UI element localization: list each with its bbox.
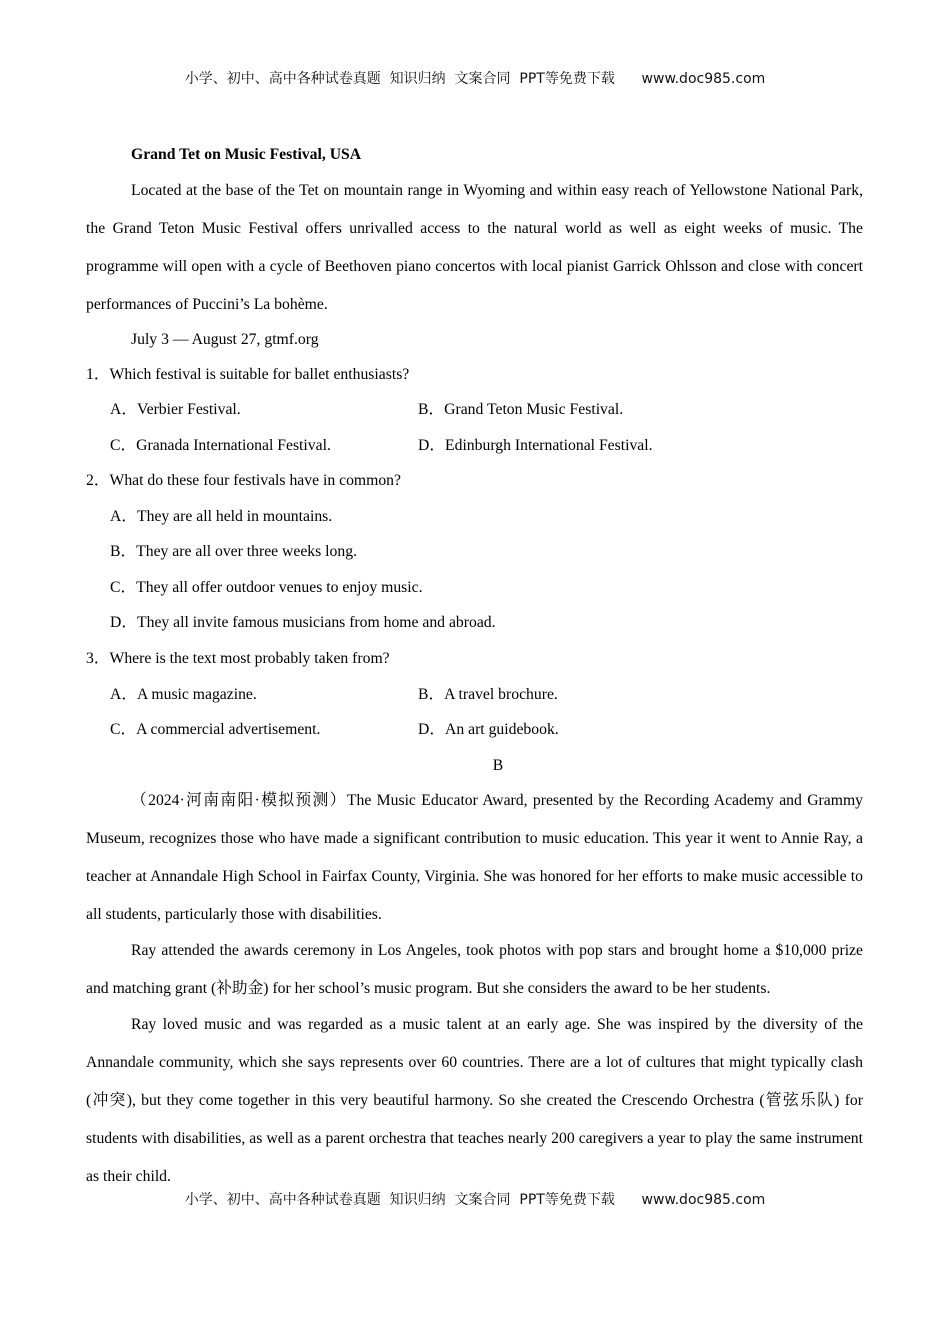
question-2-stem: 2．What do these four festivals have in common?	[86, 472, 401, 489]
page-footer: 小学、初中、高中各种试卷真题 知识归纳 文案合同 PPT等免费下载 www.doc985.com	[184, 1192, 766, 1208]
section-b-paragraph-1: （2024·河南南阳·模拟预测）The Music Educator Award, presented by the Recording Academy and Grammy Museum, recognizes those who have made a significant contribution to music education. This year it went to Annie Ray, a teacher at Annandale High School in Fairfax County, Virginia. She was honored for her efforts to make music accessible to all students, particularly those with disabilities.	[86, 792, 863, 923]
festival-dates: July 3 — August 27, gtmf.org	[131, 331, 319, 348]
passage-title: Grand Tet on Music Festival, USA	[131, 146, 362, 163]
question-1-option-b[interactable]: B．Grand Teton Music Festival.	[418, 401, 624, 418]
question-3-option-b[interactable]: B．A travel brochure.	[418, 686, 558, 703]
question-2-option-c[interactable]: C．They all offer outdoor venues to enjoy music.	[110, 579, 423, 596]
section-b-label: B	[492, 757, 504, 774]
question-1-option-d[interactable]: D．Edinburgh International Festival.	[418, 437, 653, 454]
question-2-option-d[interactable]: D．They all invite famous musicians from home and abroad.	[110, 614, 496, 631]
question-3-option-d[interactable]: D．An art guidebook.	[418, 721, 559, 738]
question-3-stem: 3．Where is the text most probably taken from?	[86, 650, 390, 667]
page-header: 小学、初中、高中各种试卷真题 知识归纳 文案合同 PPT等免费下载 www.doc985.com	[184, 71, 766, 87]
question-3-option-c[interactable]: C．A commercial advertisement.	[110, 721, 321, 738]
passage-paragraph: Located at the base of the Tet on mountain range in Wyoming and within easy reach of Yellowstone National Park, the Grand Teton Music Festival offers unrivalled access to the natural world as well as eight weeks of music. The programme will open with a cycle of Beethoven piano concertos with local pianist Garrick Ohlsson and close with concert performances of Puccini’s La bohème.	[86, 182, 863, 313]
question-1-stem: 1．Which festival is suitable for ballet enthusiasts?	[86, 366, 410, 383]
question-2-option-b[interactable]: B．They are all over three weeks long.	[110, 543, 357, 560]
section-b-paragraph-2: Ray attended the awards ceremony in Los Angeles, took photos with pop stars and brought home a $10,000 prize and matching grant (补助金) for her school’s music program. But she considers the award to be her students.	[86, 942, 863, 997]
question-2-option-a[interactable]: A．They are all held in mountains.	[110, 508, 333, 525]
section-b-paragraph-3: Ray loved music and was regarded as a music talent at an early age. She was inspired by the diversity of the Annandale community, which she says represents over 60 countries. There are a lot of cultures that might typically clash (冲突), but they come together in this very beautiful harmony. So she created the Crescendo Orchestra (管弦乐队) for students with disabilities, as well as a parent orchestra that teaches nearly 200 caregivers a year to play the same instrument as their child.	[86, 1016, 863, 1185]
question-1-option-c[interactable]: C．Granada International Festival.	[110, 437, 331, 454]
question-1-option-a[interactable]: A．Verbier Festival.	[110, 401, 241, 418]
question-3-option-a[interactable]: A．A music magazine.	[110, 686, 257, 703]
